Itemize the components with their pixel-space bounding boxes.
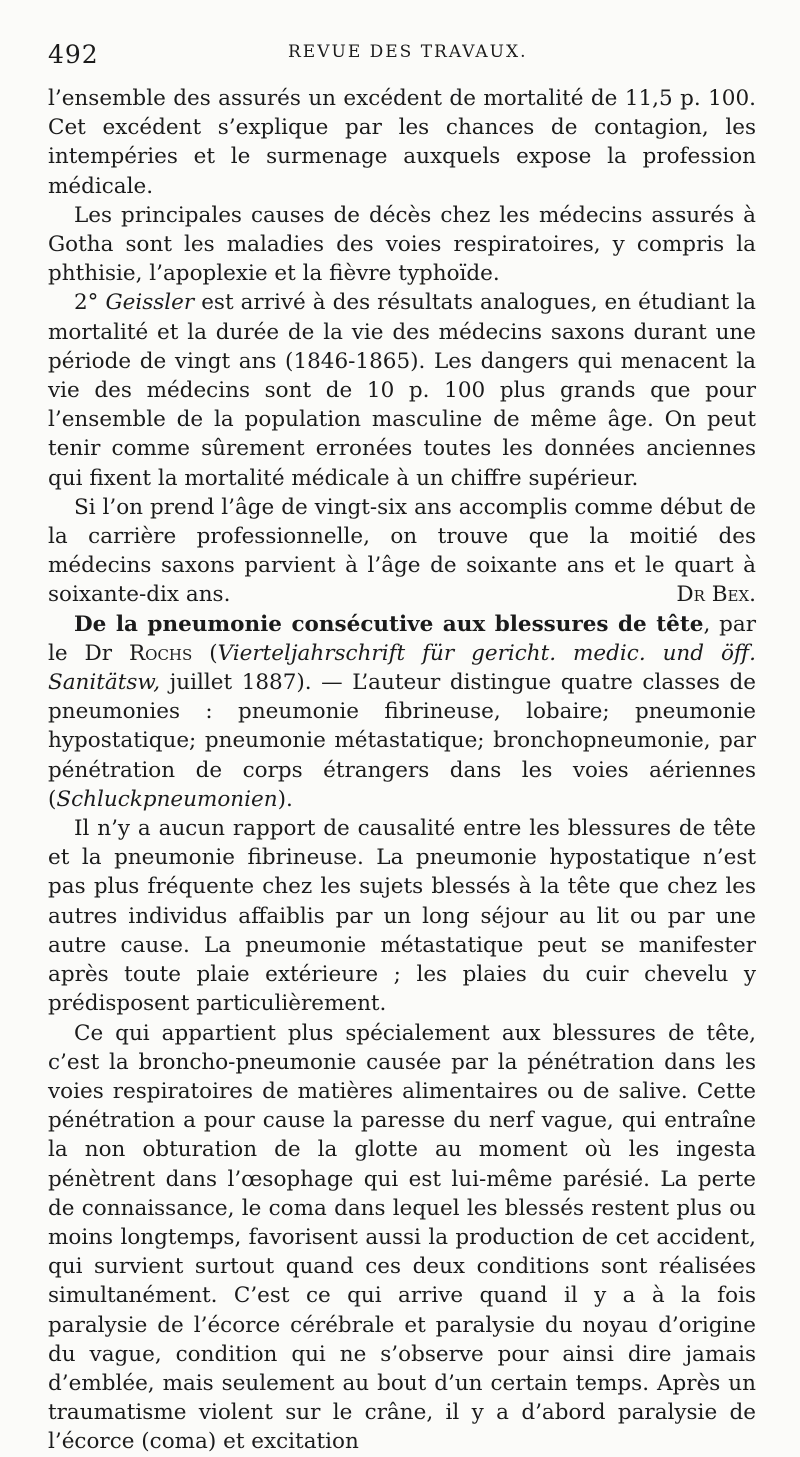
item-number: 2° <box>74 290 106 316</box>
paragraph-continuation: l’ensemble des assurés un excédent de mortalité de 11,5 p. 100. Cet excédent s’explique par les chances de contagion, les intempéries et le surmenage auxquels expose la profession médicale. <box>48 86 756 199</box>
paragraph-geissler <box>48 288 756 492</box>
body-text <box>48 84 756 1457</box>
byline-text: , par le Dr <box>48 611 756 666</box>
paragraph-pneumonie <box>48 610 756 814</box>
running-head <box>48 36 756 84</box>
article-heading: De la pneumonie consécutive aux blessures de tête <box>74 611 704 637</box>
journal-title: Vierteljahrschrift für gericht. medic. und öff. Sanitätsw, <box>48 640 756 696</box>
author-name: Rochs <box>128 640 193 666</box>
paragraph-causalite: Il n’y a aucun rapport de causalité entre les blessures de tête et la pneumonie fibrineuse. La pneumonie hypostatique n’est pas plus fréquente chez les sujets blessés à la tête que chez les autres individus affaiblis par un long séjour au lit ou par une autre cause. La pneumonie métastatique peut se manifester après toute plaie extérieure ; les plaies du cuir chevelu y prédisposent particulièrement. <box>48 816 756 1017</box>
paragraph-text: Si l’on prend l’âge de vingt-six ans accomplis comme début de la carrière professionnelle, on trouve que la moitié des médecins saxons parvient à l’âge de soixante ans et le quart à soixante-dix ans. <box>48 494 756 608</box>
page-number: 492 <box>48 40 99 69</box>
paragraph-text: juillet 1887). — L’auteur distingue quatre classes de pneumonies : pneumonie fibrineuse, lobaire; pneumonie hypostatique; pneumonie métastatique; bronchopneumonie, par pénétration de corps étrangers dans les voies aériennes ( <box>48 670 756 812</box>
paren-close: ). <box>277 786 293 812</box>
paragraph-career <box>48 493 756 610</box>
author-name: Geissler <box>105 290 195 316</box>
paragraph-causes: Les principales causes de décès chez les médecins assurés à Gotha sont les maladies des voies respiratoires, y compris la phthisie, l’apoplexie et la fièvre typhoïde. <box>48 202 756 287</box>
paragraph-text: est arrivé à des résultats analogues, en étudiant la mortalité et la durée de la vie des médecins saxons durant une période de vingt ans (1846-1865). Les dangers qui menacent la vie des médecins sont de 10 p. 100 plus grands que pour l’ensemble de la population masculine de même âge. On peut tenir comme sûrement erronées toutes les données anciennes qui fixent la mortalité médicale à un chiffre supérieur. <box>48 290 756 491</box>
term: Schluckpneumonien <box>56 786 278 812</box>
running-title: REVUE DES TRAVAUX. <box>288 42 528 62</box>
paren-open: ( <box>192 640 218 666</box>
paragraph-broncho: Ce qui appartient plus spécialement aux blessures de tête, c’est la broncho-pneumonie causée par la pénétration dans les voies respiratoires de matières alimentaires ou de salive. Cette pénétration a pour cause la paresse du nerf vague, qui entraîne la non obturation de la glotte au moment où les ingesta pénètrent dans l’œsophage qui est lui-même parésié. La perte de connaissance, le coma dans lequel les blessés restent plus ou moins longtemps, favorisent aussi la production de cet accident, qui survient surtout quand ces deux conditions sont réalisées simultanément. C’est ce qui arrive quand il y a à la fois paralysie de l’écorce cérébrale et paralysie du noyau d’origine du vague, condition qui ne s’observe pour ainsi dire jamais d’emblée, mais seulement au bout d’un certain temps. Après un traumatisme violent sur le crâne, il y a d’abord paralysie de l’écorce (coma) et excitation <box>48 1020 756 1455</box>
author-signature: Dr Bex. <box>676 582 756 608</box>
